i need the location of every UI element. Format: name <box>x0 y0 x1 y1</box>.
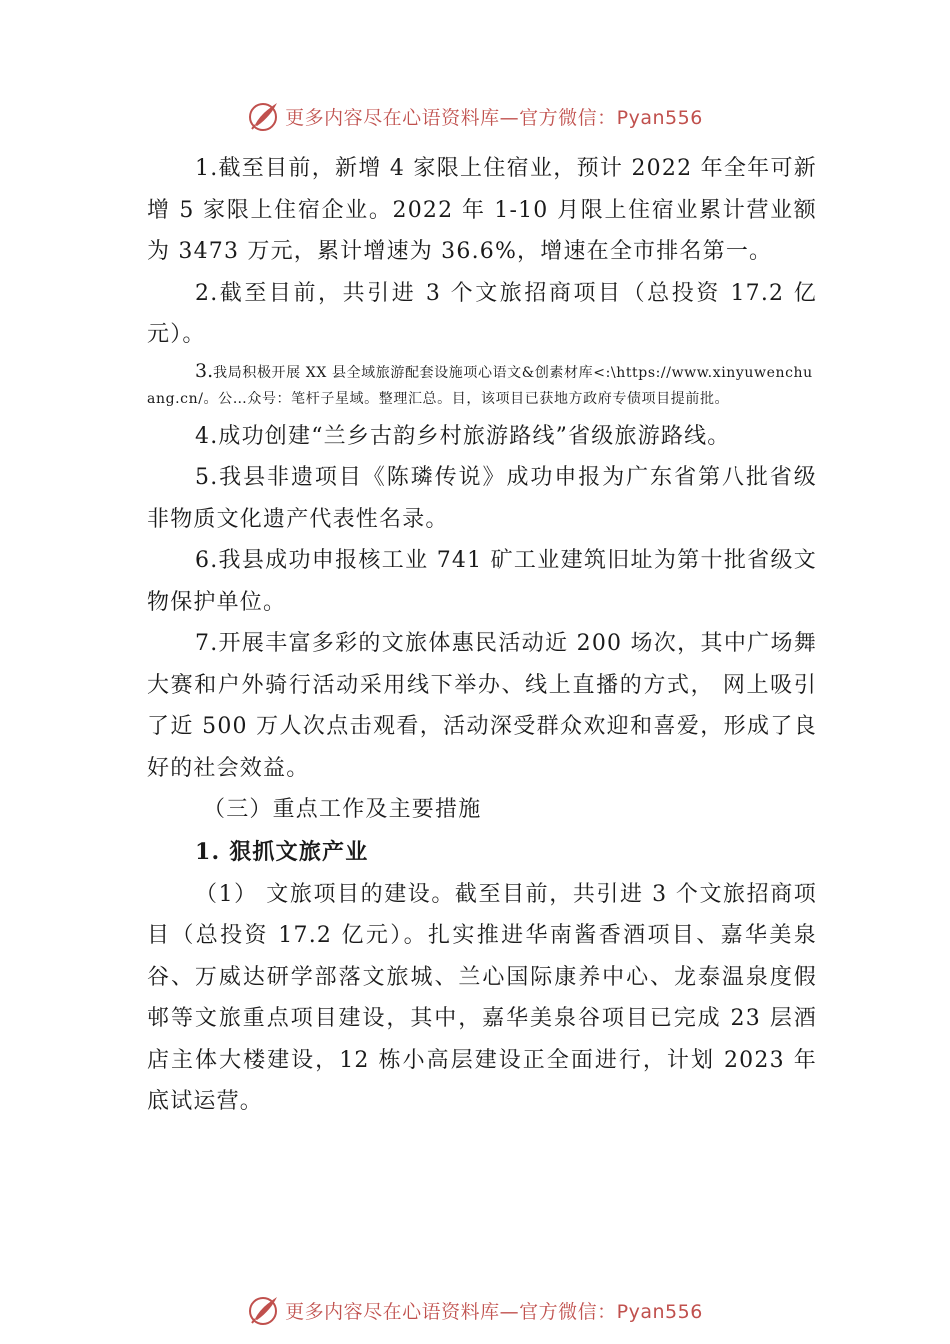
quill-logo-icon <box>247 1293 281 1327</box>
section-heading: （三）重点工作及主要措施 <box>203 797 482 822</box>
document-body <box>147 148 817 1123</box>
header-banner <box>0 96 950 136</box>
paragraph-3-number: 3. <box>195 359 214 382</box>
paragraph-6: 6.我县成功申报核工业 741 矿工业建筑旧址为第十批省级文物保护单位。 <box>147 548 817 615</box>
paragraph-1: 1.截至目前，新增 4 家限上住宿业，预计 2022 年全年可新增 5 家限上住宿企业。2022 年 1-10 月限上住宿业累计营业额为 3473 万元，累计增速为 36.6%，增速在全市排名第一。 <box>147 156 817 264</box>
paragraph-5: 5.我县非遗项目《陈璘传说》成功申报为广东省第八批省级非物质文化遗产代表性名录。 <box>147 465 817 532</box>
banner-text: 更多内容尽在心语资料库—官方微信：Pyan556 <box>285 106 703 129</box>
paragraph-3 <box>147 358 817 412</box>
paragraph-2: 2.截至目前，共引进 3 个文旅招商项目（总投资 17.2 亿元）。 <box>147 280 817 347</box>
footer-banner <box>0 1290 950 1330</box>
quill-logo-icon <box>247 99 281 133</box>
paragraph-4: 4.成功创建“兰乡古韵乡村旅游路线”省级旅游路线。 <box>195 423 731 449</box>
section-subheading: 1. 狠抓文旅产业 <box>195 838 369 865</box>
banner-text: 更多内容尽在心语资料库—官方微信：Pyan556 <box>285 1300 703 1323</box>
paragraph-3-text: 我局积极开展 XX 县全域旅游配套设施项心语文&创素材库<:\https://www.xinyuwenchuang.cn/。公…众号：笔杆子星域。整理汇总。目，该项目已获地方政府专债项目提前批。 <box>147 364 813 407</box>
section-body: （1） 文旅项目的建设。截至目前，共引进 3 个文旅招商项目（总投资 17.2 亿元）。扎实推进华南酱香酒项目、嘉华美泉谷、万威达研学部落文旅城、兰心国际康养中心、龙泰温泉度假邨等文旅重点项目建设，其中，嘉华美泉谷项目已完成 23 层酒店主体大楼建设，12 栋小高层建设正全面进行，计划 2023 年底试运营。 <box>147 881 817 1114</box>
paragraph-7: 7.开展丰富多彩的文旅体惠民活动近 200 场次，其中广场舞大赛和户外骑行活动采用线下举办、线上直播的方式， 网上吸引了近 500 万人次点击观看，活动深受群众欢迎和喜爱，形成了良好的社会效益。 <box>147 631 817 781</box>
